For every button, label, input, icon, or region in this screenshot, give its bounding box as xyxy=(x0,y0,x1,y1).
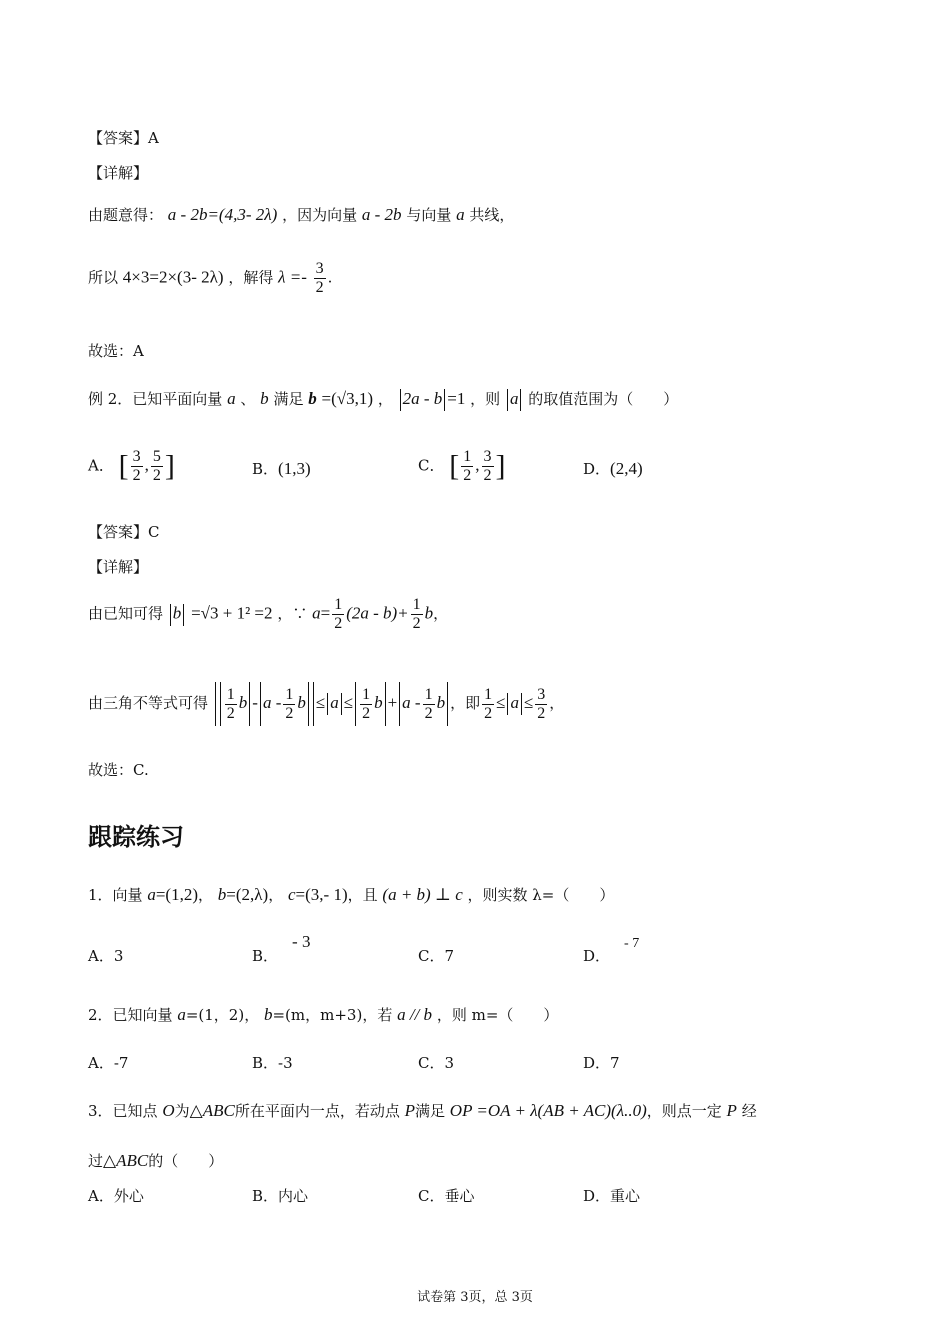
math-expr: =√3 + 1² =2 xyxy=(191,603,273,623)
option-value: -3 xyxy=(278,1054,293,1072)
ex1-detail: 【详解】 xyxy=(88,164,149,182)
fraction: $\frac{1}{2}$ xyxy=(424,685,433,722)
abs-bar xyxy=(520,389,521,411)
q1-option-a[interactable] xyxy=(88,945,123,967)
math-expr: a xyxy=(177,1005,186,1024)
bracket: [ xyxy=(118,449,129,483)
ex2-question xyxy=(88,388,678,411)
ex2-choose: 故选：C. xyxy=(88,761,149,779)
text: ，则实数 λ=（ ） xyxy=(467,886,615,904)
math-expr: a - xyxy=(262,693,282,712)
option-value: - 3 xyxy=(292,932,311,951)
norm-bar xyxy=(215,682,216,726)
text: ， xyxy=(377,390,393,408)
text: 为 xyxy=(174,1102,190,1120)
option-label: B． xyxy=(252,460,279,478)
math-expr: a xyxy=(456,205,465,224)
math-expr: △ABC xyxy=(103,1151,149,1170)
text: ，即 xyxy=(450,694,481,712)
option-label: B． xyxy=(252,947,279,965)
math-expr: 4×3=2×(3- 2λ) xyxy=(122,267,224,287)
math-expr: a xyxy=(147,885,156,904)
q1-option-c[interactable] xyxy=(418,945,454,967)
option-label: C． xyxy=(418,947,445,965)
math-expr: =(√3,1) xyxy=(321,389,374,408)
option-value: 7 xyxy=(444,947,455,965)
math-expr: a - 2b=(4,3- 2λ) xyxy=(167,205,278,224)
abs-bar xyxy=(183,604,184,626)
fraction: $\frac{1}{2}$ xyxy=(412,596,421,632)
text: ，∵ xyxy=(277,604,308,623)
text: 过 xyxy=(88,1152,104,1170)
text: 3．已知点 xyxy=(88,1102,158,1120)
abs-bar xyxy=(327,693,328,715)
text: 由已知可得 xyxy=(88,604,164,623)
ex2-answer: 【答案】C xyxy=(88,523,160,541)
text: . xyxy=(327,268,333,287)
q3-option-c[interactable] xyxy=(418,1185,475,1207)
text: 的取值范围为（ ） xyxy=(528,390,679,408)
text: ， xyxy=(549,694,565,712)
math-expr: λ =- xyxy=(278,267,307,287)
q2-option-b[interactable] xyxy=(252,1052,293,1074)
abs-bar xyxy=(444,389,445,411)
q3-question-line2 xyxy=(88,1150,223,1172)
text: ， xyxy=(268,886,284,904)
ex2-option-d[interactable] xyxy=(583,458,643,480)
math-expr: (a + b) ⊥ c xyxy=(382,885,463,904)
math-expr: b xyxy=(374,693,383,712)
page-footer: 试卷第 3页，总 3页 xyxy=(417,1290,533,1305)
abs-bar xyxy=(507,693,508,715)
math-expr: P xyxy=(726,1101,737,1120)
math-expr: OP =OA + λ(AB + AC)(λ..0) xyxy=(449,1101,647,1120)
math-expr: ≤ xyxy=(343,693,354,712)
math-expr: =(3,- 1) xyxy=(295,885,348,904)
abs-bar xyxy=(308,682,309,726)
math-expr: - xyxy=(252,693,258,712)
math-expr: b xyxy=(436,693,446,712)
option-label: B． xyxy=(252,1187,279,1205)
ex1-line2 xyxy=(88,260,332,297)
math-expr: a // b xyxy=(397,1005,433,1024)
math-expr: =1 xyxy=(447,389,466,408)
text: 所以 xyxy=(88,268,119,287)
option-label: D． xyxy=(583,460,611,478)
q3-question-line1 xyxy=(88,1100,757,1122)
text: 所在平面内一点，若动点 xyxy=(234,1102,400,1120)
option-value: 垂心 xyxy=(444,1187,475,1205)
math-expr: b xyxy=(297,693,306,712)
text: 经 xyxy=(741,1102,757,1120)
text: 共线， xyxy=(469,206,515,224)
ex2-option-c[interactable] xyxy=(418,448,506,485)
bracket: [ xyxy=(449,449,460,483)
text: 、 xyxy=(240,390,256,408)
fraction: $\frac{3}{2}$ xyxy=(132,448,141,484)
text: =(m，m+3)，若 xyxy=(272,1006,393,1024)
text: , xyxy=(475,455,480,475)
ex2-option-a[interactable] xyxy=(88,448,175,485)
fraction: $\frac{5}{2}$ xyxy=(152,448,161,484)
ex1-answer: 【答案】A xyxy=(88,129,159,147)
text: ，解得 xyxy=(228,268,274,287)
text: ，且 xyxy=(347,886,378,904)
ex2-detail: 【详解】 xyxy=(88,558,149,576)
q3-option-d[interactable] xyxy=(583,1185,640,1207)
text: 由题意得： xyxy=(88,206,164,224)
option-label: D． xyxy=(583,1187,611,1205)
math-expr: b xyxy=(217,885,227,904)
math-expr: a xyxy=(510,693,519,712)
bracket: ] xyxy=(495,449,506,483)
math-expr: =(1,2) xyxy=(155,885,198,904)
text: ， xyxy=(198,886,214,904)
q1-option-b[interactable] xyxy=(252,932,311,967)
option-value: (1,3) xyxy=(278,459,311,478)
q3-option-a[interactable] xyxy=(88,1185,144,1207)
text: 由三角不等式可得 xyxy=(88,694,209,712)
option-value: 3 xyxy=(113,947,124,965)
math-expr: P xyxy=(404,1101,415,1120)
math-expr: a xyxy=(227,389,236,408)
text: ，则 xyxy=(470,390,501,408)
q1-question xyxy=(88,884,614,906)
text: , xyxy=(144,455,149,475)
option-label: A． xyxy=(88,456,114,475)
option-label: A． xyxy=(88,1187,114,1205)
text: 1．向量 xyxy=(88,886,143,904)
abs-bar xyxy=(260,682,261,726)
option-value: - 7 xyxy=(624,936,640,951)
option-label: B． xyxy=(252,1054,279,1072)
math-expr: + xyxy=(387,693,398,712)
option-label: A． xyxy=(88,947,114,965)
option-value: (2,4) xyxy=(610,459,643,478)
abs-bar xyxy=(249,682,250,726)
fraction: $\frac{3}{2}$ xyxy=(483,448,492,484)
ex2-option-b[interactable] xyxy=(252,458,311,480)
text: 满足 xyxy=(273,390,304,408)
math-expr: ≤ xyxy=(523,693,534,712)
ex2-line1 xyxy=(88,596,448,633)
section-title: 跟踪练习 xyxy=(88,823,184,851)
option-label: C． xyxy=(418,456,445,475)
math-expr: b xyxy=(260,389,269,408)
norm-bar xyxy=(313,682,314,726)
option-value: 外心 xyxy=(113,1187,144,1205)
math-expr: a - 2b xyxy=(361,205,402,224)
bracket: ] xyxy=(164,449,175,483)
fraction: $\frac{1}{2}$ xyxy=(362,685,371,722)
abs-bar xyxy=(355,682,356,726)
math-expr: b xyxy=(238,693,248,712)
math-expr: (2a - b)+ xyxy=(346,603,409,623)
math-expr: = xyxy=(320,603,331,623)
option-label: D． xyxy=(583,1054,611,1072)
q2-option-a[interactable] xyxy=(88,1052,128,1074)
option-label: C． xyxy=(418,1187,445,1205)
option-label: D． xyxy=(583,947,611,965)
fraction: $\frac{3}{2}$ xyxy=(315,260,324,296)
q2-question xyxy=(88,1004,558,1026)
math-expr: =(2,λ) xyxy=(226,885,269,904)
abs-bar xyxy=(170,604,171,626)
abs-bar xyxy=(385,682,386,726)
math-expr: O xyxy=(162,1101,175,1120)
math-expr: c xyxy=(288,885,296,904)
ex2-line2 xyxy=(88,682,564,726)
math-expr: △ABC xyxy=(189,1101,235,1120)
math-expr: a xyxy=(312,603,321,623)
abs-bar xyxy=(521,693,522,715)
math-expr: b xyxy=(424,603,434,623)
abs-bar xyxy=(507,389,508,411)
text: 的（ ） xyxy=(148,1152,224,1170)
q1-option-d[interactable] xyxy=(583,936,640,969)
q2-option-d[interactable] xyxy=(583,1052,620,1074)
option-value: 重心 xyxy=(610,1187,641,1205)
ex1-choose: 故选：A xyxy=(88,342,144,360)
text: =(1，2)， xyxy=(185,1006,260,1024)
text: ，则 m=（ ） xyxy=(436,1006,559,1024)
math-expr: ≤ xyxy=(315,693,326,712)
abs-bar xyxy=(400,389,401,411)
fraction: $\frac{1}{2}$ xyxy=(285,685,294,722)
option-label: A． xyxy=(88,1054,114,1072)
fraction: $\frac{1}{2}$ xyxy=(484,685,493,722)
math-expr: b xyxy=(172,603,182,623)
option-label: C． xyxy=(418,1054,445,1072)
math-expr: b xyxy=(308,389,317,408)
text: 满足 xyxy=(415,1102,446,1120)
q3-option-b[interactable] xyxy=(252,1185,308,1207)
option-value: -7 xyxy=(113,1054,129,1072)
option-value: 内心 xyxy=(278,1187,309,1205)
math-expr: 2a - b xyxy=(402,389,443,408)
text: ，因为向量 xyxy=(282,206,358,224)
ex1-line1 xyxy=(88,204,514,226)
text: 2．已知向量 xyxy=(88,1006,173,1024)
fraction: $\frac{1}{2}$ xyxy=(463,448,472,484)
text: ， xyxy=(433,604,449,623)
math-expr: a xyxy=(330,693,339,712)
option-value: 3 xyxy=(444,1054,455,1072)
abs-bar xyxy=(447,682,448,726)
text: 与向量 xyxy=(406,206,452,224)
math-expr: a xyxy=(509,389,519,408)
math-expr: ≤ xyxy=(496,693,506,712)
abs-bar xyxy=(399,682,400,726)
q2-option-c[interactable] xyxy=(418,1052,454,1074)
abs-bar xyxy=(341,693,342,715)
math-expr: a - xyxy=(402,693,421,712)
fraction: $\frac{1}{2}$ xyxy=(226,685,235,722)
fraction: $\frac{1}{2}$ xyxy=(334,596,343,632)
fraction: $\frac{3}{2}$ xyxy=(537,685,546,722)
norm-bar xyxy=(220,682,221,726)
text: 例 2．已知平面向量 xyxy=(88,390,223,408)
option-value: 7 xyxy=(610,1054,620,1072)
text: ，则点一定 xyxy=(646,1102,722,1120)
math-expr: b xyxy=(263,1005,273,1024)
